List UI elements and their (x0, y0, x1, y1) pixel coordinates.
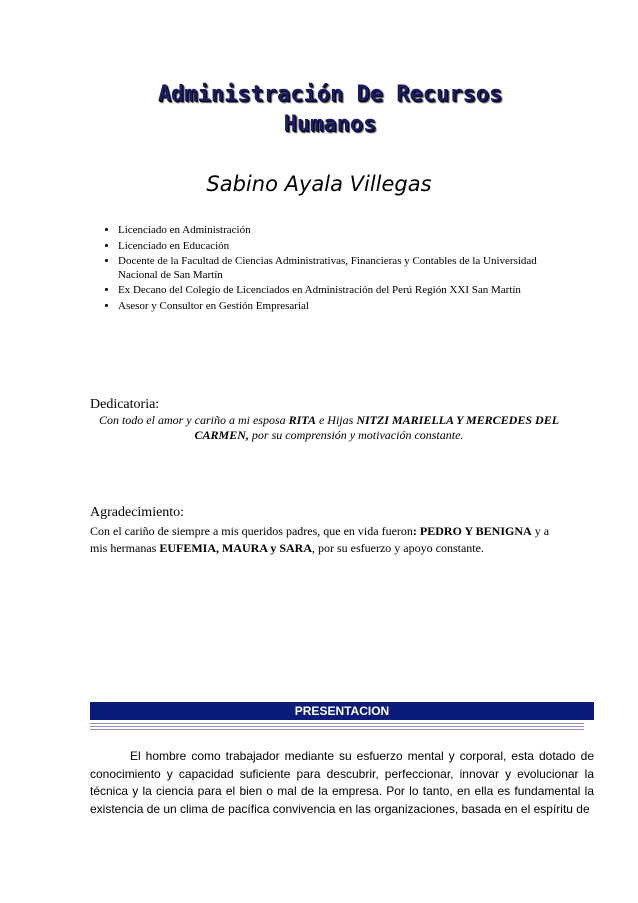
presentacion-heading: PRESENTACION (90, 702, 594, 720)
list-item: • Asesor y Consultor en Gestión Empresarial (118, 300, 558, 314)
dedicatoria-text (90, 413, 568, 443)
list-item: • Docente de la Facultad de Ciencias Administrativas, Financieras y Contables de la Universidad Nacional de San Martín (118, 255, 558, 282)
agradecimiento-part-2: y a mis hermanas (90, 524, 550, 555)
list-item: • Licenciado en Educación (118, 240, 558, 254)
agradecimiento-part-3: , por su esfuerzo y apoyo constante. (312, 541, 484, 555)
dedicatoria-bold-2: NITZI MARIELLA Y MERCEDES DEL CARMEN, (194, 413, 560, 442)
decorative-rule (90, 723, 584, 732)
agradecimiento-bold-1: : PEDRO Y BENIGNA (412, 524, 532, 538)
agradecimiento-text (90, 523, 558, 557)
dedicatoria-part-3: por su comprensión y motivación constante. (248, 428, 464, 442)
list-item: • Licenciado en Administración (118, 224, 558, 238)
title-line-2: Humanos (283, 112, 377, 137)
list-item: • Ex Decano del Colegio de Licenciados en Administración del Perú Región XXI San Martín (118, 284, 558, 298)
document-title (60, 80, 600, 140)
dedicatoria-bold-1: RITA (288, 413, 316, 427)
author-name: Sabino Ayala Villegas (206, 172, 432, 196)
agradecimiento-part-1: Con el cariño de siempre a mis queridos padres, que en vida fueron (90, 524, 413, 538)
presentacion-body: El hombre como trabajador mediante su esfuerzo mental y corporal, esta dotado de conocimiento y capacidad suficiente para descubrir, perfeccionar, innovar y evolucionar la técnica y la ciencia para el bien o mal de la empresa. Por lo tanto, en ella es fundamental la existencia de un clima de pacífica convivencia en las organizaciones, basada en el espíritu de (90, 749, 594, 816)
dedicatoria-label: Dedicatoria: (90, 397, 160, 412)
title-line-1: Administración De Recursos (157, 82, 503, 107)
credentials-list (100, 224, 558, 315)
agradecimiento-label: Agradecimiento: (90, 505, 185, 520)
dedicatoria-part-1: Con todo el amor y cariño a mi esposa (98, 413, 289, 427)
agradecimiento-bold-2: EUFEMIA, MAURA y SARA (159, 541, 312, 555)
dedicatoria-part-2: e Hijas (315, 413, 357, 427)
